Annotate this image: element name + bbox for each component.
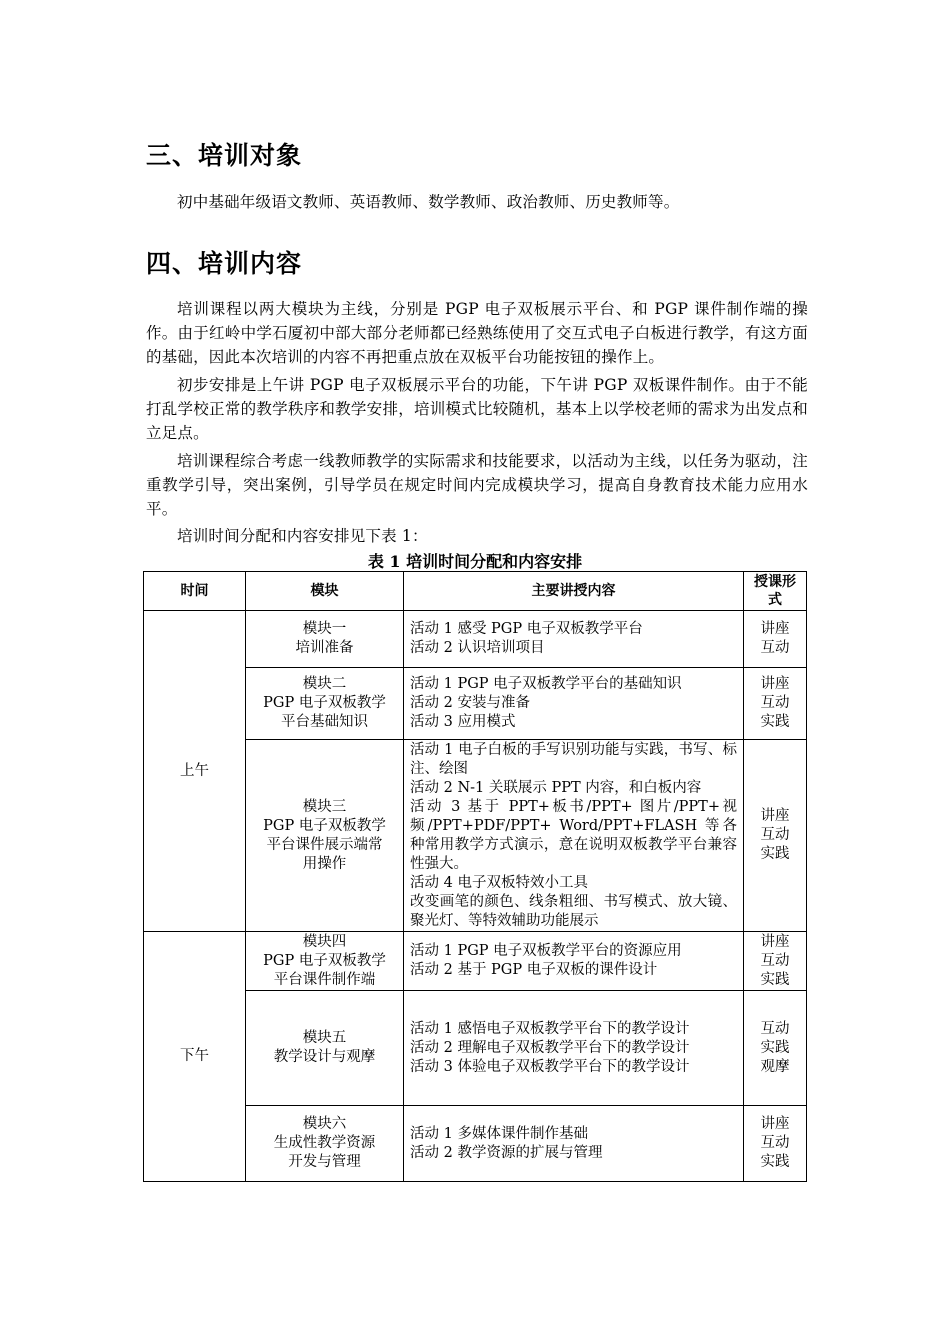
activities-cell (404, 1106, 744, 1182)
table-header-row (144, 572, 807, 611)
module-cell-line: 模块一 (302, 621, 347, 637)
activities-cell (404, 932, 744, 991)
form-cell (744, 1106, 807, 1182)
form-cell-line: 实践 (760, 1154, 790, 1170)
activities-cell-line: 活动 3 体验电子双板教学平台下的教学设计 (410, 1058, 690, 1075)
module-cell (246, 611, 404, 668)
section-heading-target: 三、培训对象 (146, 141, 303, 170)
header-content: 主要讲授内容 (404, 572, 744, 611)
module-cell-line: 模块二 (302, 676, 347, 692)
form-cell-line: 互动 (760, 952, 790, 969)
module-cell-line: 模块四 (302, 933, 347, 950)
activities-cell-line: 活动 2 理解电子双板教学平台下的教学设计 (410, 1039, 690, 1056)
module-cell-line: 模块五 (302, 1030, 347, 1046)
form-cell-line: 互动 (760, 640, 790, 656)
time-morning: 上午 (144, 611, 246, 932)
activities-cell-line: 改变画笔的颜色、线条粗细、书写模式、放大镜、聚光灯、等特效辅助功能展示 (410, 893, 737, 929)
module-cell-line: 模块三 (302, 798, 347, 815)
time-afternoon: 下午 (144, 932, 246, 1182)
paragraph-3: 培训课程综合考虑一线教师教学的实际需求和技能要求，以活动为主线，以任务为驱动，注重教学引导，突出案例，引导学员在规定时间内完成模块学习，提高自身教育技术能力应用水平。 (146, 452, 808, 518)
module-cell-line: PGP 电子双板教学 (263, 952, 386, 969)
activities-cell-line: 活动 1 PGP 电子双板教学平台的资源应用 (410, 943, 682, 959)
form-cell-line: 互动 (760, 1020, 790, 1037)
schedule-table (143, 571, 807, 1182)
module-cell-line: 模块六 (302, 1116, 347, 1132)
activities-cell-line: 活动 3 应用模式 (410, 714, 516, 730)
activities-cell-line: 活动 2 认识培训项目 (410, 640, 545, 656)
target-audience-text: 初中基础年级语文教师、英语教师、数学教师、政治教师、历史教师等。 (177, 193, 680, 211)
module-cell (246, 668, 404, 740)
form-cell-line: 互动 (760, 1135, 790, 1151)
module-cell (246, 740, 404, 932)
form-cell-line: 讲座 (760, 933, 790, 950)
activities-cell-line: 活动 1 多媒体课件制作基础 (410, 1125, 588, 1142)
form-cell-line: 讲座 (760, 808, 790, 824)
activities-cell-line: 活动 1 电子白板的手写识别功能与实践，书写、标注、绘图 (410, 741, 737, 777)
form-cell-line: 讲座 (760, 1116, 790, 1132)
activities-cell-line: 活动 2 安装与准备 (410, 695, 530, 711)
activities-cell (404, 611, 744, 668)
form-cell (744, 932, 807, 991)
header-module: 模块 (246, 572, 404, 611)
form-cell-line: 实践 (760, 714, 790, 730)
form-cell-line: 讲座 (760, 621, 790, 637)
form-cell-line: 讲座 (760, 676, 790, 692)
form-cell-line: 实践 (760, 1039, 790, 1056)
paragraph-4: 培训时间分配和内容安排见下表 1： (177, 527, 428, 545)
paragraph-1: 培训课程以两大模块为主线，分别是 PGP 电子双板展示平台、和 PGP 课件制作端的操作。由于红岭中学石厦初中部大部分老师都已经熟练使用了交互式电子白板进行教学，有这方面的基础，因此本次培训的内容不再把重点放在双板平台功能按钮的操作上。 (146, 300, 808, 366)
activities-cell-line: 活动 2 教学资源的扩展与管理 (410, 1144, 603, 1161)
form-cell-line: 观摩 (760, 1058, 790, 1075)
module-cell-line: 平台基础知识 (281, 714, 368, 730)
module-cell-line: PGP 电子双板教学 (263, 817, 386, 834)
module-cell-line: 用操作 (302, 855, 347, 872)
module-cell (246, 991, 404, 1106)
activities-cell-line: 活动 1 感悟电子双板教学平台下的教学设计 (410, 1020, 690, 1037)
module-cell-line: 教学设计与观摩 (273, 1049, 376, 1065)
module-cell-line: 平台课件制作端 (273, 971, 376, 988)
module-cell (246, 1106, 404, 1182)
module-cell-line: 培训准备 (295, 640, 354, 656)
form-cell-line: 互动 (760, 827, 790, 843)
form-cell (744, 611, 807, 668)
activities-cell-line: 活动 1 PGP 电子双板教学平台的基础知识 (410, 676, 682, 692)
activities-cell-line: 活动 3 基于 PPT+板书/PPT+ 图片/PPT+视频/PPT+PDF/PPT+ Word/PPT+FLASH 等各种常用教学方式演示，意在说明双板教学平台兼容性强大。 (410, 798, 737, 872)
module-cell-line: 平台课件展示端常 (266, 836, 383, 853)
form-cell (744, 991, 807, 1106)
paragraph-2: 初步安排是上午讲 PGP 电子双板展示平台的功能，下午讲 PGP 双板课件制作。由于不能打乱学校正常的教学秩序和教学安排，培训模式比较随机，基本上以学校老师的需求为出发点和立足点。 (146, 376, 808, 442)
activities-cell-line: 活动 2 基于 PGP 电子双板的课件设计 (410, 962, 658, 978)
header-time: 时间 (144, 572, 246, 611)
form-cell (744, 740, 807, 932)
module-cell-line: 开发与管理 (288, 1154, 361, 1170)
module-cell-line: 生成性教学资源 (273, 1135, 376, 1151)
section-heading-content: 四、培训内容 (146, 249, 303, 278)
activities-cell (404, 668, 744, 740)
form-cell (744, 668, 807, 740)
module-cell-line: PGP 电子双板教学 (263, 695, 386, 711)
activities-cell (404, 740, 744, 932)
activities-cell-line: 活动 4 电子双板特效小工具 (410, 874, 588, 891)
form-cell-line: 实践 (760, 846, 790, 862)
activities-cell-line: 活动 1 感受 PGP 电子双板教学平台 (410, 621, 643, 637)
activities-cell (404, 991, 744, 1106)
activities-cell-line: 活动 2 N-1 关联展示 PPT 内容，和白板内容 (410, 779, 702, 796)
table-row (144, 611, 807, 668)
table-caption: 表 1 培训时间分配和内容安排 (367, 552, 583, 571)
table-row (144, 932, 807, 991)
header-form: 授课形式 (744, 572, 807, 611)
form-cell-line: 互动 (760, 695, 790, 711)
module-cell (246, 932, 404, 991)
form-cell-line: 实践 (760, 971, 790, 988)
